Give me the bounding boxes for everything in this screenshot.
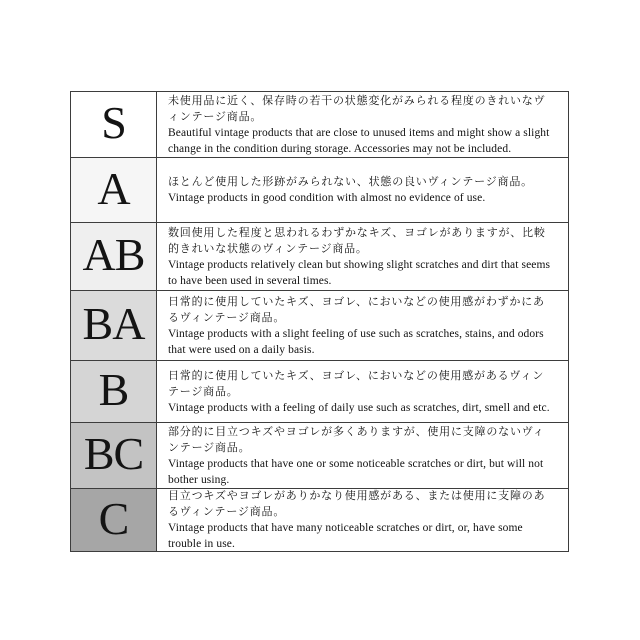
description-cell bbox=[157, 489, 568, 551]
description-cell bbox=[157, 158, 568, 222]
description-cell bbox=[157, 291, 568, 360]
grade-label-ba: BA bbox=[71, 291, 157, 360]
table-row-grade-ba bbox=[71, 291, 568, 361]
description-cell bbox=[157, 423, 568, 488]
grade-label-c: C bbox=[71, 489, 157, 551]
description-cell bbox=[157, 92, 568, 157]
description-cell bbox=[157, 361, 568, 422]
table-row-grade-ab bbox=[71, 223, 568, 291]
table-row-grade-c bbox=[71, 489, 568, 551]
condition-grade-table bbox=[70, 91, 569, 552]
description-english: Vintage products with a slight feeling of use such as scratches, stains, and odors that were used on a daily basis. bbox=[168, 327, 544, 356]
description-english: Vintage products relatively clean but showing slight scratches and dirt that seems to have been used in several times. bbox=[168, 258, 551, 287]
grade-label-bc: BC bbox=[71, 423, 157, 488]
description-cell bbox=[157, 223, 568, 290]
grade-label-ab: AB bbox=[71, 223, 157, 290]
grade-label-s: S bbox=[71, 92, 157, 157]
table-row-grade-s bbox=[71, 92, 568, 158]
description-japanese: 日常的に使用していたキズ、ヨゴレ、においなどの使用感がわずかにあるヴィンテージ商品。 bbox=[168, 295, 545, 324]
grade-label-a: A bbox=[71, 158, 157, 222]
description-japanese: 目立つキズやヨゴレがありかなり使用感がある、または使用に支障のあるヴィンテージ商品。 bbox=[168, 490, 546, 518]
description-japanese: ほとんど使用した形跡がみられない、状態の良いヴィンテージ商品。 bbox=[168, 176, 533, 188]
table-row-grade-b bbox=[71, 361, 568, 423]
table-row-grade-bc bbox=[71, 423, 568, 489]
description-japanese: 日常的に使用していたキズ、ヨゴレ、においなどの使用感があるヴィンテージ商品。 bbox=[168, 369, 545, 398]
description-english: Vintage products in good condition with almost no evidence of use. bbox=[168, 192, 486, 204]
table-row-grade-a bbox=[71, 158, 568, 223]
description-english: Vintage products that have many noticeable scratches or dirt, or, have some trouble in use. bbox=[168, 522, 523, 550]
description-japanese: 未使用品に近く、保存時の若干の状態変化がみられる程度のきれいなヴィンテージ商品。 bbox=[168, 94, 546, 123]
description-japanese: 部分的に目立つキズやヨゴレが多くありますが、使用に支障のないヴィンテージ商品。 bbox=[168, 425, 545, 454]
grade-label-b: B bbox=[71, 361, 157, 422]
description-english: Vintage products with a feeling of daily use such as scratches, dirt, smell and etc. bbox=[168, 401, 550, 414]
description-japanese: 数回使用した程度と思われるわずかなキズ、ヨゴレがありますが、比較的きれいな状態のヴィンテージ商品。 bbox=[168, 226, 546, 255]
description-english: Beautiful vintage products that are close to unused items and might show a slight change in the condition during storage. Accessories may not be included. bbox=[168, 126, 550, 155]
description-english: Vintage products that have one or some noticeable scratches or dirt, but will not bother using. bbox=[168, 457, 544, 486]
